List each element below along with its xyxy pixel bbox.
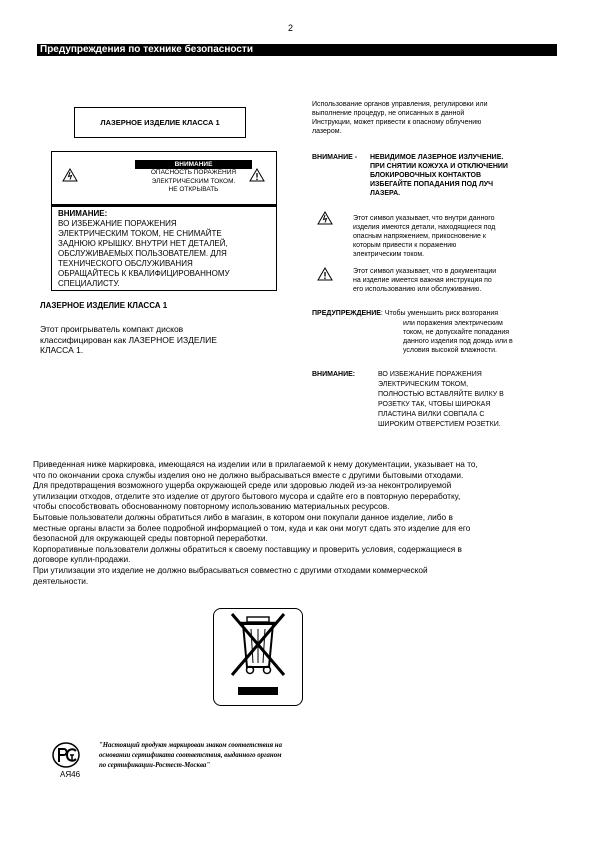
certification-note: [99, 741, 359, 771]
disposal-line: чтобы способствовать обоснованному повторному использованию материальных ресурсов.: [33, 501, 390, 512]
controls-note-line: Использование органов управления, регулировки или: [312, 101, 488, 108]
disposal-line: утилизации отходов, отделите это изделие от другого бытового мусора и сдайте его в повторную переработку,: [33, 490, 461, 501]
page-title: Предупреждения по технике безопасности: [37, 44, 557, 56]
exclamation-warning-icon: [317, 267, 333, 281]
warning-body-line: СПЕЦИАЛИСТУ.: [58, 279, 120, 288]
laser-warning-text: [370, 153, 560, 198]
electric-warning-icon: [62, 168, 78, 182]
laser-warning-line: ПРИ СНЯТИИ КОЖУХА И ОТКЛЮЧЕНИИ: [370, 163, 508, 170]
laser-desc-line: КЛАССА 1.: [40, 345, 84, 355]
warning-label-header: [135, 160, 252, 198]
caution-line: условия высокой влажности.: [403, 347, 497, 354]
warning-label-body: [58, 209, 270, 289]
warning-label-line: ЭЛЕКТРИЧЕСКИМ ТОКОМ.: [151, 177, 236, 185]
disposal-line: Приведенная ниже маркировка, имеющаяся на изделии или в прилагаемой к нему документации, указывает на то,: [33, 459, 478, 469]
plug-warning-line: ПОЛНОСТЬЮ ВСТАВЛЯЙТЕ ВИЛКУ В: [378, 391, 504, 398]
disposal-line: безопасной для окружающей среды повторной переработки.: [33, 533, 268, 544]
page-number: 2: [288, 23, 294, 33]
controls-note-line: Инструкции, может привести к опасному облучению: [312, 119, 482, 126]
cert-code: АЯ46: [60, 770, 81, 779]
warning-body-line: ЭЛЕКТРИЧЕСКИМ ТОКОМ, НЕ СНИМАЙТЕ: [58, 229, 222, 238]
disposal-line: Корпоративные пользователи должны обратиться к своему поставщику и проверить условия, содержащиеся в: [33, 543, 462, 554]
laser-warning-line: БЛОКИРОВОЧНЫХ КОНТАКТОВ: [370, 172, 482, 179]
cert-line: "Настоящий продукт маркирован знаком соответствия на: [99, 742, 282, 749]
plug-warning-line: РОЗЕТКУ ТАК, ЧТОБЫ ШИРОКАЯ: [378, 401, 491, 408]
warning-body-line: ТЕХНИЧЕСКОГО ОБСЛУЖИВАНИЯ: [58, 259, 193, 268]
warning-label: [51, 151, 277, 291]
disposal-line: договоре купли-продажи.: [33, 554, 131, 565]
laser-warning-line: ЛАЗЕРА.: [370, 190, 401, 197]
controls-note-line: лазером.: [312, 128, 342, 135]
symbol1-line: изделия имеются детали, находящиеся под: [353, 224, 496, 231]
warning-body-line: ВО ИЗБЕЖАНИЕ ПОРАЖЕНИЯ: [58, 219, 177, 228]
disposal-line: Бытовые пользователи должны обратиться либо в магазин, в котором они покупали данное изделие, либо в: [33, 511, 453, 522]
symbol1-line: Этот символ указывает, что внутри данного: [353, 215, 495, 222]
plug-warning-line: ЭЛЕКТРИЧЕСКИМ ТОКОМ,: [378, 381, 469, 388]
warning-label-line: НЕ ОТКРЫВАТЬ: [168, 186, 219, 193]
symbol2-line: на изделие имеется важная инструкция по: [353, 277, 492, 284]
caution-first: : Чтобы уменьшить риск возгорания: [380, 310, 499, 317]
controls-note: [312, 100, 562, 136]
symbol2-line: его использованию или обслуживанию.: [353, 286, 482, 293]
plug-warning-line: ПЛАСТИНА ВИЛКИ СОВПАЛА С: [378, 411, 485, 418]
disposal-line: что по окончании срока службы изделия оно не должно выбрасываться вместе с другими бытовыми отходами.: [33, 469, 464, 480]
disposal-line: Для предотвращения возможного ущерба окружающей среде или здоровью людей из-за неконтролируемой: [33, 480, 452, 491]
symbol1-line: опасным напряжением, прикосновение к: [353, 233, 486, 240]
disposal-line: местные органы власти за более подробной информацией о том, куда и как они могут сдать это изделие для его: [33, 522, 471, 533]
laser-title: ЛАЗЕРНОЕ ИЗДЕЛИЕ КЛАССА 1: [40, 301, 168, 310]
warning-label-heading: ВНИМАНИЕ: [135, 160, 252, 169]
warning-label-line: ОПАСНОСТЬ ПОРАЖЕНИЯ: [150, 169, 237, 176]
plug-warning-line: ВО ИЗБЕЖАНИЕ ПОРАЖЕНИЯ: [378, 371, 482, 378]
laser-warning-label: ВНИМАНИЕ -: [312, 154, 358, 161]
laser-desc-line: Этот проигрыватель компакт дисков: [40, 324, 184, 334]
caution-first-line: [312, 309, 562, 318]
plug-warning-text: [378, 370, 558, 430]
laser-description: [40, 324, 280, 356]
symbol2-text: [353, 267, 563, 294]
caution-line: данного изделия под дождь или в: [403, 338, 513, 345]
laser-desc-line: классифицирован как ЛАЗЕРНОЕ ИЗДЕЛИЕ: [40, 334, 217, 345]
warning-body-line: ОБСЛУЖИВАЕМЫХ ПОЛЬЗОВАТЕЛЕМ. ДЛЯ: [58, 249, 227, 258]
weee-mark: [213, 608, 303, 706]
crossed-bin-icon: [214, 609, 302, 705]
laser-class-box: ЛАЗЕРНОЕ ИЗДЕЛИЕ КЛАССА 1: [74, 107, 246, 138]
warning-label-divider: [52, 204, 276, 207]
symbol1-line: которым привести к поражению: [353, 242, 457, 249]
rst-mark-icon: [52, 742, 80, 768]
symbol2-line: Этот символ указывает, что в документации: [353, 268, 497, 275]
warning-body-heading: ВНИМАНИЕ:: [58, 209, 108, 218]
symbol1-text: [353, 214, 563, 259]
plug-warning-label: ВНИМАНИЕ:: [312, 371, 356, 378]
controls-note-line: выполнение процедур, не описанных в данной: [312, 110, 465, 117]
symbol1-line: электрическим током.: [353, 251, 425, 258]
disposal-line: деятельности.: [33, 575, 89, 586]
disposal-text: [33, 459, 573, 586]
plug-warning-line: ШИРОКИМ ОТВЕРСТИЕМ РОЗЕТКИ.: [378, 421, 501, 428]
cert-line: по сертификации-Ростест-Москва": [99, 762, 211, 769]
disposal-line: При утилизации это изделие не должно выбрасываться совместно с другими отходами коммерческой: [33, 564, 428, 575]
caution-line: или поражения электрическим: [403, 320, 503, 327]
caution-line: током, не допускайте попадания: [403, 329, 510, 336]
warning-body-line: ЗАДНЮЮ КРЫШКУ. ВНУТРИ НЕТ ДЕТАЛЕЙ,: [58, 239, 228, 248]
laser-warning-line: ИЗБЕГАЙТЕ ПОПАДАНИЯ ПОД ЛУЧ: [370, 181, 494, 188]
caution-label: ПРЕДУПРЕЖДЕНИЕ: [312, 310, 381, 317]
laser-warning-line: НЕВИДИМОЕ ЛАЗЕРНОЕ ИЗЛУЧЕНИЕ.: [370, 154, 504, 161]
warning-body-line: ОБРАЩАЙТЕСЬ К КВАЛИФИЦИРОВАННОМУ: [58, 269, 230, 278]
electric-warning-icon: [317, 211, 333, 225]
cert-line: основании сертификата соответствия, выданного органом: [99, 752, 282, 759]
caution-text: [403, 319, 563, 355]
